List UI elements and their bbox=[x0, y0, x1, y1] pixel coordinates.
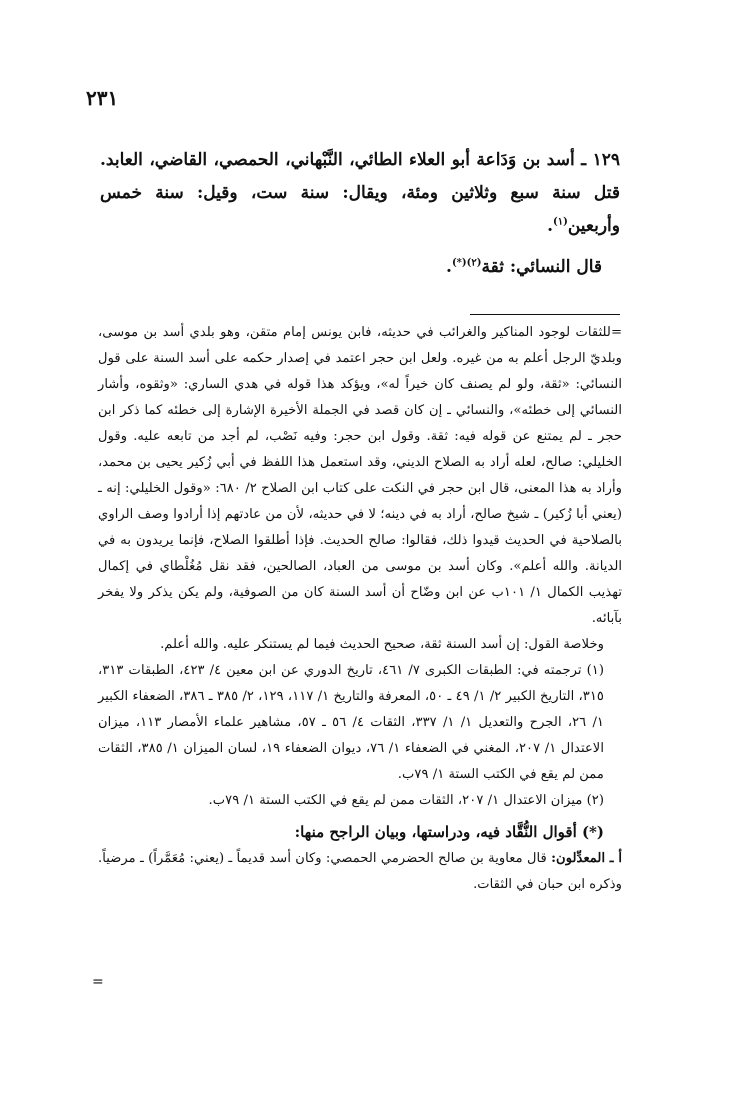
entry-text: ١٢٩ ـ أسد بن وَدَاعة أبو العلاء الطائي، النَّبْهاني، الحمصي، القاضي، العابد. قتل سنة سبع وثلاثين ومئة، ويقال: سنة ست، وقيل: سنة خمس وأربعين bbox=[100, 150, 620, 236]
critics-heading: (*) أقوال النُّقَّاد فيه، ودراستها، وبيان الراجح منها: bbox=[294, 823, 604, 841]
muaddilun-text: قال معاوية بن صالح الحضرمي الحمصي: وكان أسد قديماً ـ (يعني: مُعَمَّراً) ـ مرضياً. وذكره ابن حبان في الثقات. bbox=[98, 851, 622, 892]
footnote-summary: وخلاصة القول: إن أسد السنة ثقة، صحيح الحديث فيما لم يستنكر عليه. والله أعلم. bbox=[160, 637, 604, 652]
muaddilun-paragraph bbox=[98, 846, 622, 898]
footnote-ref-1[interactable]: (١) bbox=[553, 216, 568, 228]
nasai-verdict bbox=[100, 251, 620, 284]
entry-end: . bbox=[547, 216, 553, 236]
nasai-end: . bbox=[446, 257, 452, 277]
footnote-1: (١) ترجمته في: الطبقات الكبرى ٧/ ٤٦١، تاريخ الدوري عن ابن معين ٤/ ٤٢٣، الطبقات ٣١٣، ٣١٥، التاريخ الكبير ٢/ ١/ ٤٩ ـ ٥٠، المعرفة والتاريخ ١/ ١١٧، ١٢٩، ٢/ ٣٨٥ ـ ٣٨٦، الضعفاء الكبير ١/ ٢٦، الجرح والتعديل ١/ ١/ ٣٣٧، الثقات ٤/ ٥٦ ـ ٥٧، مشاهير علماء الأمصار ١١٣، ميزان الاعتدال ١/ ٢٠٧، المغني في الضعفاء ١/ ٧٦، ديوان الضعفاء ١٩، لسان الميزان ١/ ٣٨٥، الثقات ممن لم يقع في الكتب الستة ١/ ٧٩ب. bbox=[98, 663, 605, 782]
nasai-text: قال النسائي: ثقة bbox=[481, 257, 602, 277]
biography-entry bbox=[100, 144, 620, 284]
muaddilun-label: أ ـ المعدِّلون: bbox=[551, 851, 622, 866]
entry-paragraph bbox=[100, 144, 620, 243]
footnote-separator bbox=[470, 314, 620, 315]
footnote-ref-2[interactable]: (٢)(*) bbox=[451, 257, 482, 269]
footnote-2: (٢) ميزان الاعتدال ١/ ٢٠٧، الثقات ممن لم يقع في الكتب الستة ١/ ٧٩ب. bbox=[208, 793, 604, 808]
footnote-continuation: =للثقات لوجود المناكير والغرائب في حديثه، فابن يونس إمام متقن، وهو بلدي أسد بن موسى، وبلديّ الرجل أعلم به من غيره. ولعل ابن حجر اعتمد في إصدار حكمه على أسد السنة على قول النسائي: «ثقة، ولو لم يصنف كان خيراً له»، ويؤكد هذا قوله في هدي الساري: «وثقوه، وأشار النسائي إلى خطئه»، والنسائي ـ إن كان قصد في الجملة الأخيرة الإشارة إلى خطئه كما ذكر ابن حجر ـ لم يمتنع عن قوله فيه: ثقة. وقول ابن حجر: وفيه نَصْب، لم أجد من تابعه عليه. وقول الخليلي: صالح، لعله أراد به الصلاح الديني، وقد استعمل هذا اللفظ في أبي زُكير يحيى بن محمد، وأراد به هذا المعنى، قال ابن حجر في النكت على كتاب ابن الصلاح ٢/ ٦٨٠: «وقول الخليلي: إنه ـ (يعني أبا زُكير) ـ شيخ صالح، أراد به في دينه؛ لا في حديثه، لأن من عادتهم إذا أرادوا وصف الراوي بالصلاحية في الحديث قيدوا ذلك، فقالوا: صالح الحديث. فإذا أطلقوا الصلاح، فإنما يريدون به في الديانة. والله أعلم». وكان أسد بن موسى من العباد، الصالحين، فقد نقل مُغُلْطاي في إكمال تهذيب الكمال ١/ ١٠١ب عن ابن وضّاح أن أسد السنة كان من الصوفية، ولم يكن يذكر ولا يفخر بآبائه. bbox=[98, 325, 622, 626]
footnotes bbox=[98, 320, 622, 898]
page-number: ٢٣١ bbox=[86, 86, 119, 110]
continuation-marker: = bbox=[92, 974, 104, 990]
